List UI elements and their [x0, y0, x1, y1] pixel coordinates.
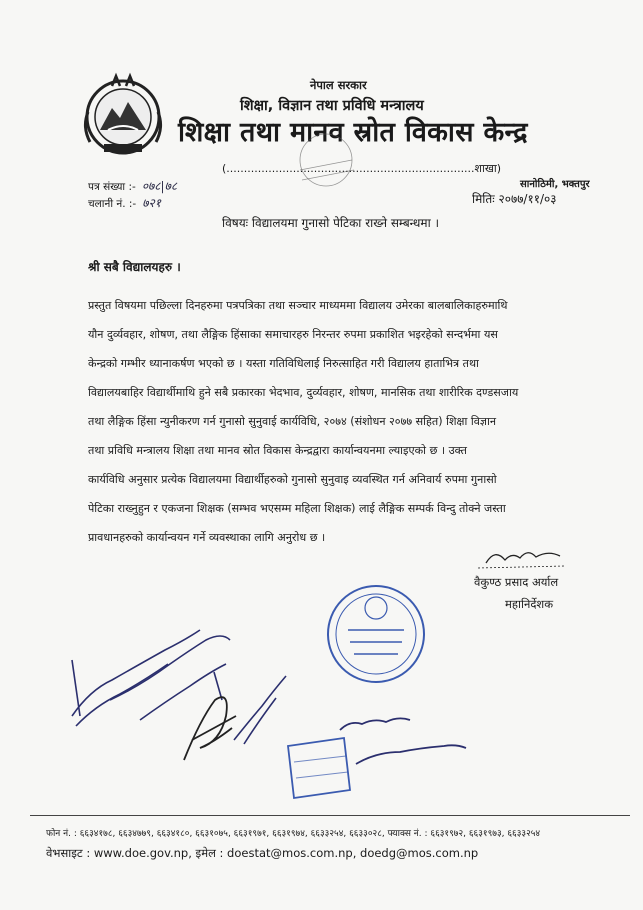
handwritten-initials	[184, 697, 236, 760]
body-line: कार्यविधि अनुसार प्रत्येक विद्यालयमा विद्यार्थीहरुको गुनासो सुनुवाइ व्यवस्थित गर्न अनिवार्य रुपमा गुनासो	[88, 473, 497, 486]
office-round-stamp	[328, 586, 424, 682]
center-title: शिक्षा तथा मानव स्रोत विकास केन्द्र	[178, 117, 528, 148]
office-location: सानोठिमी, भक्तपुर	[520, 179, 590, 190]
letter-subject: विषयः विद्यालयमा गुनासो पेटिका राख्ने सम्बन्धमा ।	[222, 216, 440, 230]
footer-divider	[30, 815, 630, 816]
header-faint-stamp	[300, 134, 354, 186]
footer-web-email: वेभसाइट : www.doe.gov.np, इमेल : doestat@mos.com.np, doedg@mos.com.np	[46, 846, 479, 860]
body-line: तथा प्रविधि मन्त्रालय शिक्षा तथा मानव स्रोत विकास केन्द्रद्वारा कार्यान्वयनमा ल्याइएको छ । उक्त	[88, 444, 467, 457]
salutation: श्री सबै विद्यालयहरु ।	[88, 260, 181, 274]
registry-handwriting	[340, 718, 466, 764]
registry-stamp	[288, 738, 350, 798]
signatory-name: वैकुण्ठ प्रसाद अर्याल	[474, 575, 559, 589]
body-line: केन्द्रको गम्भीर ध्यानाकर्षण भएको छ । यस्ता गतिविधिलाई निरुत्साहित गरी विद्यालय हाताभित्र तथा	[88, 357, 479, 370]
government-name: नेपाल सरकार	[310, 78, 367, 92]
reference-value: ०७८|७८	[141, 179, 178, 193]
signatory-title: महानिर्देशक	[505, 597, 554, 611]
ministry-name: शिक्षा, विज्ञान तथा प्रविधि मन्त्रालय	[240, 98, 424, 114]
dispatch-value: ७२१	[142, 196, 161, 210]
body-line: पेटिका राख्नुहुन र एकजना शिक्षक (सम्भव भएसम्म महिला शिक्षक) लाई लैङ्गिक सम्पर्क विन्दु तोक्ने जस्ता	[88, 502, 506, 515]
body-line: यौन दुर्व्यवहार, शोषण, तथा लैङ्गिक हिंसाका समाचारहरु निरन्तर रुपमा प्रकाशित भइरहेको सन्दर्भमा यस	[88, 328, 498, 341]
body-line: विद्यालयबाहिर विद्यार्थीमाथि हुने सबै प्रकारका भेदभाव, दुर्व्यवहार, शोषण, मानसिक तथा शारीरिक दण्डसजाय	[88, 386, 519, 399]
footer-contact-phones: फोन नं. : ६६३४१७८, ६६३४७७९, ६६३४१८०, ६६३१०७५, ६६३१९७१, ६६३१९७४, ६६३३२५४, ६६३३०२८, फ्याक्स नं. : ६६३१९७२, ६६३१९७३, ६६३३२५४	[46, 829, 541, 839]
handwritten-number-vertical	[234, 676, 286, 744]
dispatch-label: चलानी नं. :-	[88, 198, 137, 210]
body-line: तथा लैङ्गिक हिंसा न्युनीकरण गर्न गुनासो सुनुवाई कार्यविधि, २०७४ (संशोधन २०७७ सहित) शिक्षा विज्ञान	[88, 415, 497, 428]
letter-date: मितिः २०७७/११/०३	[472, 192, 557, 206]
reference-label: पत्र संख्या :-	[88, 181, 136, 193]
body-line: प्रावधानहरुको कार्यान्वयन गर्ने व्यवस्थाका लागि अनुरोध छ ।	[88, 531, 326, 544]
branch-line: (.......................................................................शाखा)	[222, 162, 502, 175]
body-line: प्रस्तुत विषयमा पछिल्ला दिनहरुमा पत्रपत्रिका तथा सञ्चार माध्यममा विद्यालय उमेरका बालबालिकाहरुमाथि	[88, 299, 508, 312]
